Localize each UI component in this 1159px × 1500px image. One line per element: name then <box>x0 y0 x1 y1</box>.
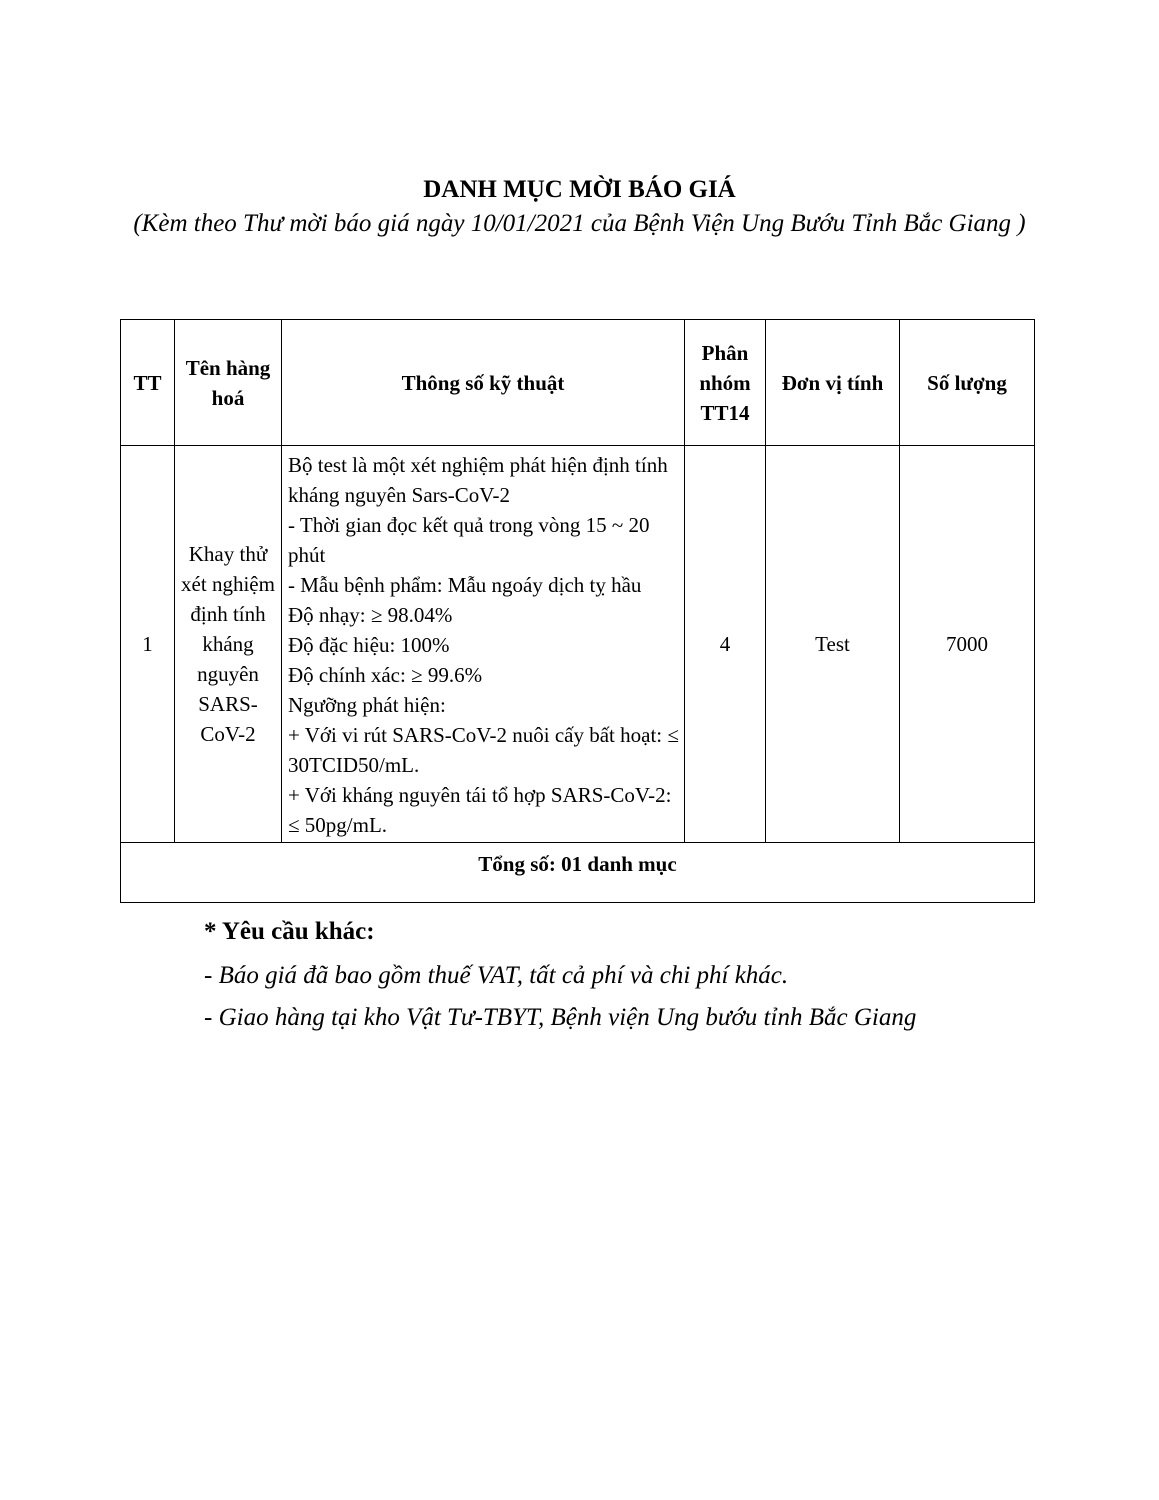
header-spec: Thông số kỹ thuật <box>282 320 685 446</box>
header-unit: Đơn vị tính <box>766 320 900 446</box>
header-group: Phân nhóm TT14 <box>685 320 766 446</box>
requirement-item: - Báo giá đã bao gồm thuế VAT, tất cả phí và chi phí khác. <box>204 962 789 989</box>
header-quantity: Số lượng <box>900 320 1035 446</box>
requirements-heading: * Yêu cầu khác: <box>204 918 375 945</box>
header-tt: TT <box>121 320 175 446</box>
spec-line: Độ đặc hiệu: 100% <box>288 633 450 657</box>
spec-line: - Mẫu bệnh phẩm: Mẫu ngoáy dịch tỵ hầu <box>288 573 642 597</box>
spec-line: + Với vi rút SARS-CoV-2 nuôi cấy bất hoạt: ≤ 30TCID50/mL. <box>288 723 679 777</box>
document-title: DANH MỤC MỜI BÁO GIÁ <box>423 176 736 203</box>
row-tt: 1 <box>121 446 175 843</box>
spec-line: Độ nhạy: ≥ 98.04% <box>288 603 453 627</box>
row-group: 4 <box>685 446 766 843</box>
row-spec <box>282 446 685 843</box>
table-total: Tổng số: 01 danh mục <box>121 843 1035 903</box>
document-subtitle: (Kèm theo Thư mời báo giá ngày 10/01/2021 của Bệnh Viện Ung Bướu Tỉnh Bắc Giang ) <box>133 210 1026 237</box>
row-quantity: 7000 <box>900 446 1035 843</box>
header-name: Tên hàng hoá <box>175 320 282 446</box>
spec-line: Ngưỡng phát hiện: <box>288 693 446 717</box>
table-total-row <box>121 843 1035 903</box>
spec-line: + Với kháng nguyên tái tổ hợp SARS-CoV-2: ≤ 50pg/mL. <box>288 783 672 837</box>
row-unit: Test <box>766 446 900 843</box>
requirement-item: - Giao hàng tại kho Vật Tư-TBYT, Bệnh viện Ung bướu tỉnh Bắc Giang <box>204 1004 917 1031</box>
spec-line: Độ chính xác: ≥ 99.6% <box>288 663 483 687</box>
other-requirements <box>204 915 916 1039</box>
row-name: Khay thử xét nghiệm định tính kháng nguyên SARS-CoV-2 <box>175 446 282 843</box>
table-header-row <box>121 320 1035 446</box>
spec-line: - Thời gian đọc kết quả trong vòng 15 ~ 20 phút <box>288 513 650 567</box>
table-row <box>121 446 1035 843</box>
spec-line: Bộ test là một xét nghiệm phát hiện định tính kháng nguyên Sars-CoV-2 <box>288 453 668 507</box>
quotation-table <box>120 319 1035 903</box>
